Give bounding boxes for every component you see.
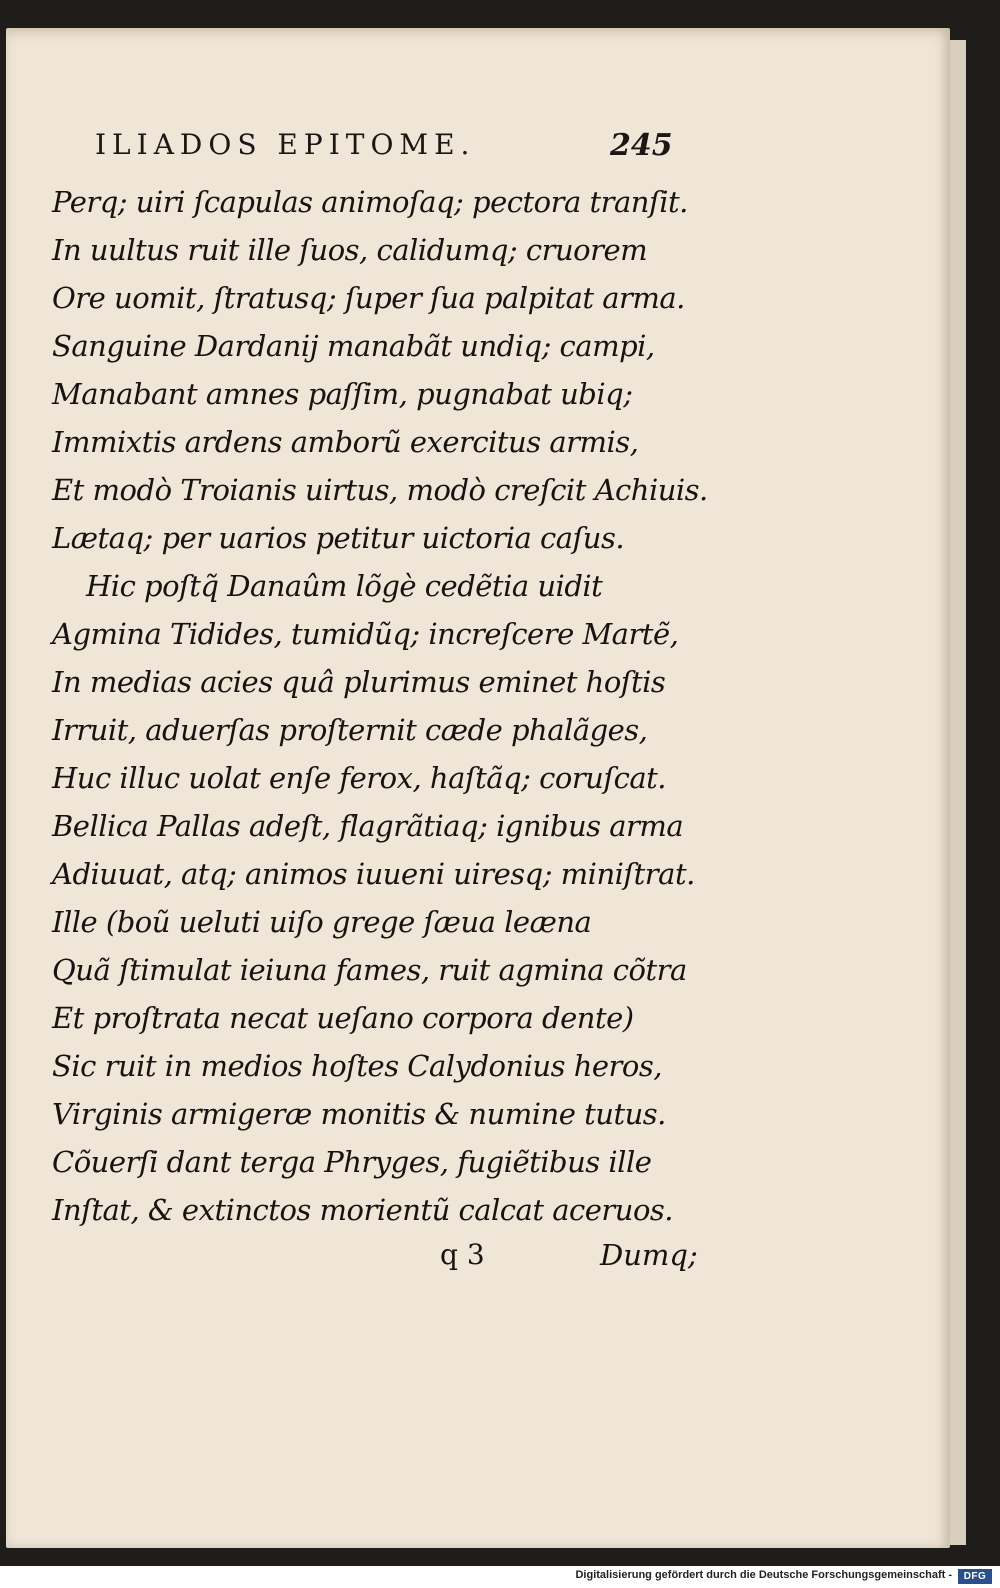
verse-line: In uultus ruit ille ſuos, calidumq; cruorem bbox=[52, 233, 648, 267]
page-number: 245 bbox=[610, 128, 673, 163]
page-footer bbox=[440, 1238, 740, 1278]
catchword: Dumq; bbox=[600, 1238, 698, 1272]
dfg-logo-icon: DFG bbox=[958, 1569, 992, 1584]
verse-line: Cõuerſi dant terga Phryges, fugiẽtibus ille bbox=[52, 1145, 652, 1179]
credit-text: Digitalisierung gefördert durch die Deutsche Forschungsgemeinschaft - bbox=[575, 1569, 952, 1581]
verse-line: Huc illuc uolat enſe ferox, haſtãq; coruſcat. bbox=[52, 761, 666, 795]
verse-line: Irruit, aduerſas proſternit cæde phalãges, bbox=[52, 713, 648, 747]
verse-line: Ore uomit, ſtratusq; ſuper ſua palpitat arma. bbox=[52, 281, 685, 315]
running-head: ILIADOS EPITOME. bbox=[95, 128, 476, 161]
verse-line: Sic ruit in medios hoſtes Calydonius heros, bbox=[52, 1049, 662, 1083]
signature-mark: q 3 bbox=[440, 1238, 485, 1271]
verse-line: Lætaq; per uarios petitur uictoria caſus. bbox=[52, 521, 625, 555]
verse-line: Virginis armigeræ monitis & numine tutus. bbox=[52, 1097, 666, 1131]
verse-line: In medias acies quâ plurimus eminet hoſtis bbox=[52, 665, 666, 699]
verse-line: Agmina Tidides, tumidũq; increſcere Martẽ, bbox=[52, 617, 679, 651]
verse-line: Bellica Pallas adeſt, flagrãtiaq; ignibus arma bbox=[52, 809, 684, 843]
verse-line: Quã ſtimulat ieiuna fames, ruit agmina cõtra bbox=[52, 953, 687, 987]
verse-line: Et proſtrata necat ueſano corpora dente) bbox=[52, 1001, 634, 1035]
verse-line: Et modò Troianis uirtus, modò creſcit Achiuis. bbox=[52, 473, 708, 507]
verse-line: Hic poſtq̃ Danaûm lõgè cedẽtia uidit bbox=[86, 569, 603, 603]
verse-line: Manabant amnes paſſim, pugnabat ubiq; bbox=[52, 377, 633, 411]
verse-line: Immixtis ardens amborũ exercitus armis, bbox=[52, 425, 639, 459]
credit-bar bbox=[0, 1566, 1000, 1588]
verse-line: Adiuuat, atq; animos iuueni uiresq; miniſtrat. bbox=[52, 857, 695, 891]
verse-line: Ille (boũ ueluti uiſo grege ſæua leæna bbox=[52, 905, 592, 939]
verse-line: Perq; uiri ſcapulas animoſaq; pectora tranſit. bbox=[52, 185, 688, 219]
page-header bbox=[95, 128, 695, 168]
verse-line: Inſtat, & extinctos morientũ calcat aceruos. bbox=[52, 1193, 673, 1227]
verse-text-block bbox=[52, 178, 732, 1234]
verse-line: Sanguine Dardanij manabãt undiq; campi, bbox=[52, 329, 655, 363]
